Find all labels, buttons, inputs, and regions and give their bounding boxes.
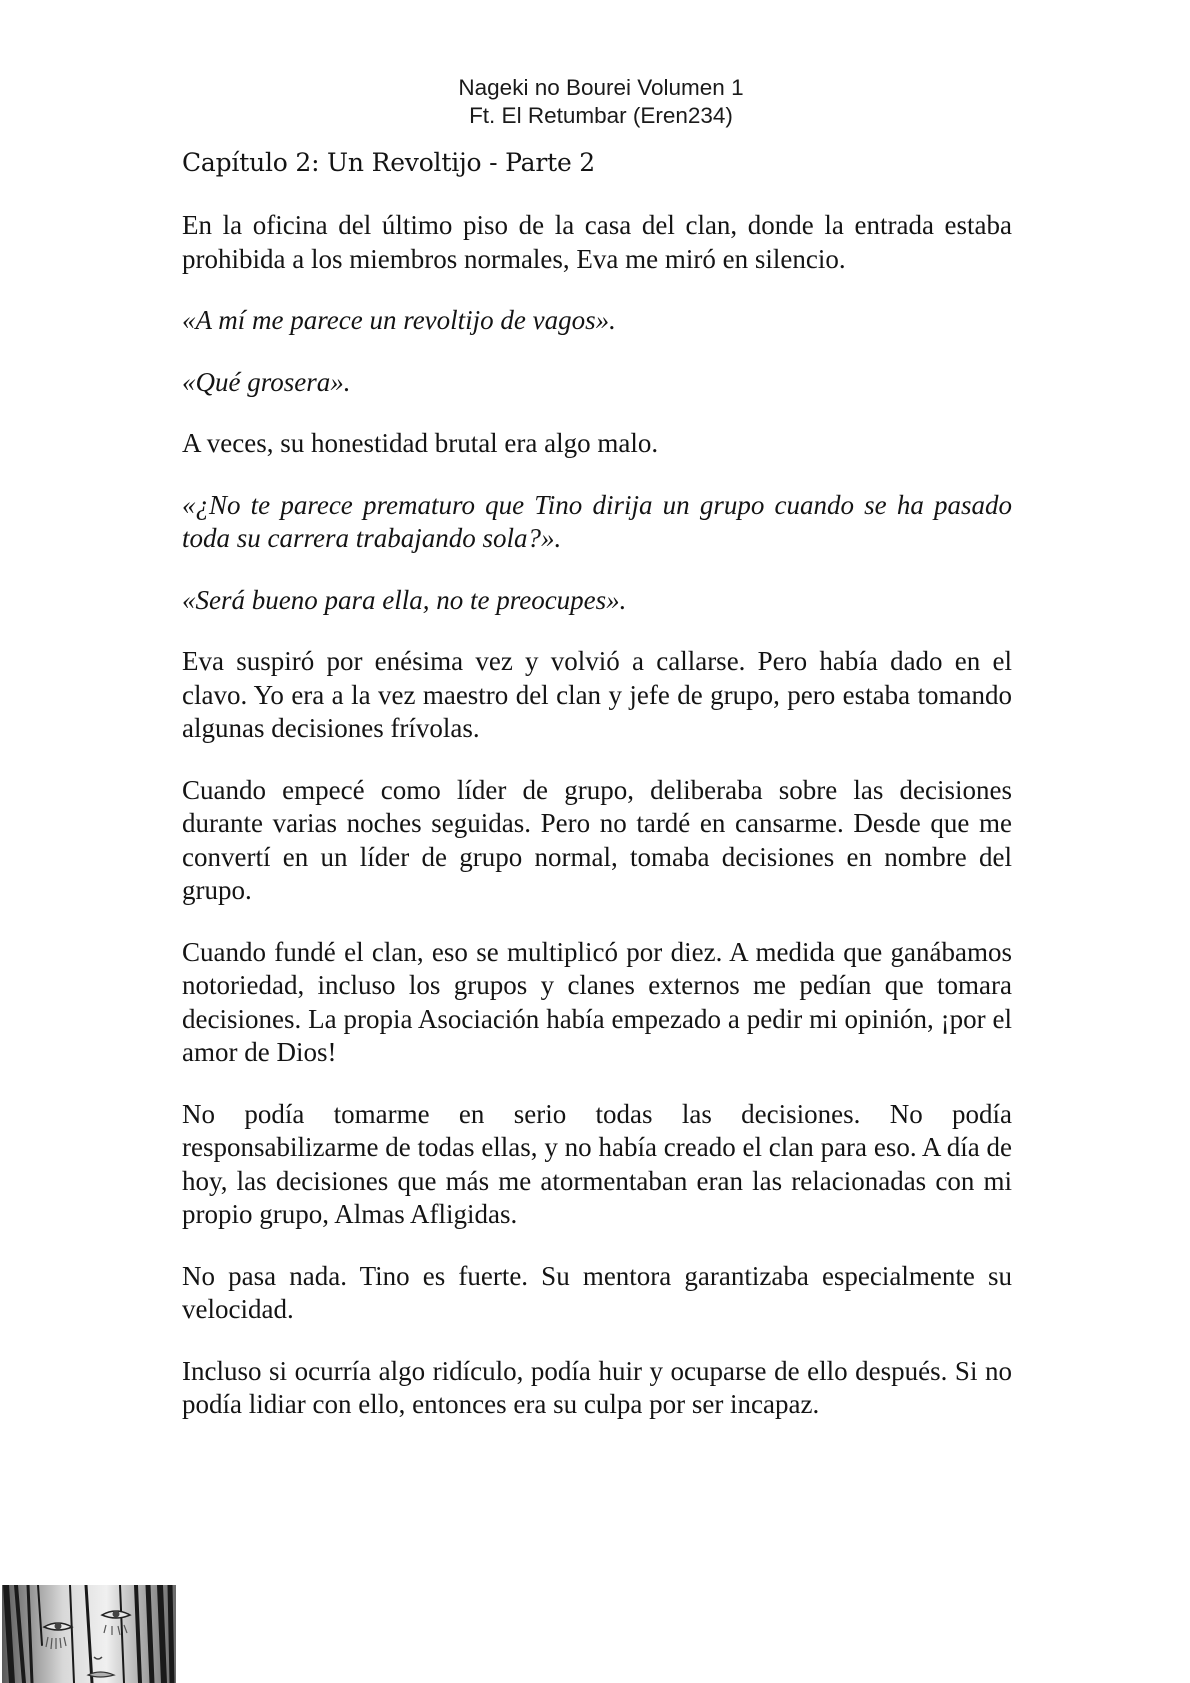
paragraph: No pasa nada. Tino es fuerte. Su mentora garantizaba especialmente su velocidad. <box>182 1260 1012 1324</box>
paragraph: Incluso si ocurría algo ridículo, podía huir y ocuparse de ello después. Si no podía lidiar con ello, entonces era su culpa por ser incapaz. <box>182 1355 1012 1419</box>
dialogue-paragraph: «¿No te parece prematuro que Tino dirija un grupo cuando se ha pasado toda su carrera trabajando sola?». <box>182 489 1012 553</box>
face-illustration-icon <box>2 1585 176 1683</box>
paragraph: Cuando empecé como líder de grupo, deliberaba sobre las decisiones durante varias noches seguidas. Pero no tardé en cansarme. Desde que me convertí en un líder de grupo normal, tomaba decisiones en nombre del grupo. <box>182 774 1012 905</box>
document-header <box>0 74 1190 130</box>
footer-manga-illustration <box>2 1585 176 1683</box>
paragraph: Cuando fundé el clan, eso se multiplicó por diez. A medida que ganábamos notoriedad, incluso los grupos y clanes externos me pedían que tomara decisiones. La propia Asociación había empezado a pedir mi opinión, ¡por el amor de Dios! <box>182 936 1012 1067</box>
paragraph: No podía tomarme en serio todas las decisiones. No podía responsabilizarme de todas ellas, y no había creado el clan para eso. A día de hoy, las decisiones que más me atormentaban eran las relacionadas con mi propio grupo, Almas Afligidas. <box>182 1098 1012 1229</box>
header-credit: Ft. El Retumbar (Eren234) <box>469 103 733 128</box>
paragraph: A veces, su honestidad brutal era algo malo. <box>182 428 659 458</box>
paragraph: En la oficina del último piso de la casa del clan, donde la entrada estaba prohibida a los miembros normales, Eva me miró en silencio. <box>182 210 1012 274</box>
header-series-title: Nageki no Bourei Volumen 1 <box>458 75 744 100</box>
dialogue-paragraph: «Qué grosera». <box>182 366 351 397</box>
chapter-body <box>182 209 1012 1450</box>
dialogue-paragraph: «Será bueno para ella, no te preocupes». <box>182 584 627 615</box>
dialogue-paragraph: «A mí me parece un revoltijo de vagos». <box>182 305 616 335</box>
chapter-title: Capítulo 2: Un Revoltijo - Parte 2 <box>182 148 595 177</box>
paragraph: Eva suspiró por enésima vez y volvió a callarse. Pero había dado en el clavo. Yo era a la vez maestro del clan y jefe de grupo, pero estaba tomando algunas decisiones frívolas. <box>182 646 1012 743</box>
